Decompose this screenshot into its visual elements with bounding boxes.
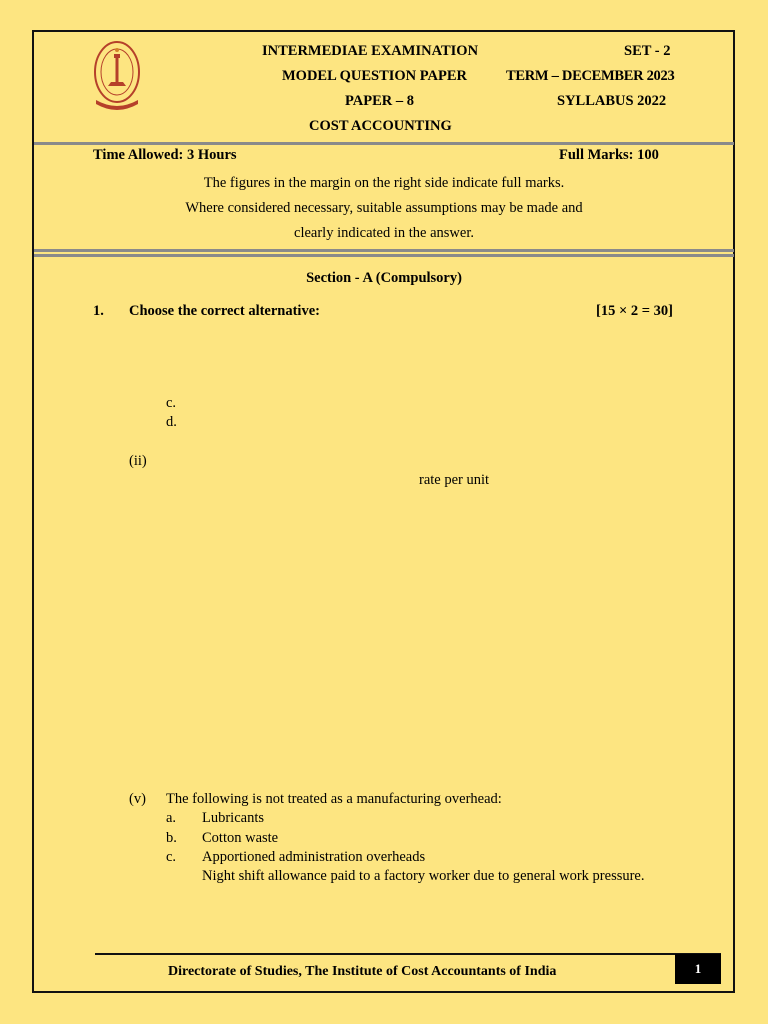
model-paper-label: MODEL QUESTION PAPER	[282, 68, 468, 84]
question-text: Choose the correct alternative:	[129, 303, 320, 319]
section-title: Section - A (Compulsory)	[306, 270, 462, 286]
option-text: Night shift allowance paid to a factory worker due to general work pressure.	[202, 868, 645, 884]
instructions-divider-bottom	[34, 254, 734, 257]
option-letter: c.	[166, 395, 177, 411]
instruction-line: The figures in the margin on the right side indicate full marks.	[203, 175, 565, 191]
sub-question-text: The following is not treated as a manufacturing overhead:	[166, 791, 502, 807]
option-letter: c.	[166, 849, 177, 865]
syllabus-label: SYLLABUS 2022	[557, 93, 667, 109]
time-allowed: Time Allowed: 3 Hours	[93, 147, 237, 163]
instructions-divider-top	[34, 249, 734, 252]
option-text: Apportioned administration overheads	[202, 849, 426, 865]
term-label: TERM – DECEMBER 2023	[506, 68, 675, 84]
question-number: 1.	[93, 303, 104, 319]
footer-divider	[95, 953, 721, 955]
footer-text: Directorate of Studies, The Institute of Cost Accountants of India	[168, 964, 557, 979]
instruction-line: Where considered necessary, suitable assumptions may be made and	[185, 200, 583, 216]
set-label: SET - 2	[624, 43, 671, 59]
sub-question-number: (v)	[129, 791, 146, 807]
subject-title: COST ACCOUNTING	[309, 118, 452, 134]
exam-title: INTERMEDIAE EXAMINATION	[262, 43, 479, 59]
question-marks: [15 × 2 = 30]	[596, 303, 673, 319]
header-divider	[34, 142, 734, 145]
option-text: Cotton waste	[202, 830, 279, 846]
paper-label: PAPER – 8	[345, 93, 415, 109]
sub-question-number: (ii)	[129, 453, 147, 469]
instruction-line: clearly indicated in the answer.	[294, 225, 474, 241]
full-marks: Full Marks: 100	[559, 147, 659, 163]
question-fragment: rate per unit	[419, 472, 490, 488]
option-text: Lubricants	[202, 810, 265, 826]
option-letter: a.	[166, 810, 177, 826]
option-letter: b.	[166, 830, 177, 846]
option-letter: d.	[166, 414, 177, 430]
icai-emblem-icon	[92, 38, 142, 112]
page-number: 1	[675, 954, 721, 984]
